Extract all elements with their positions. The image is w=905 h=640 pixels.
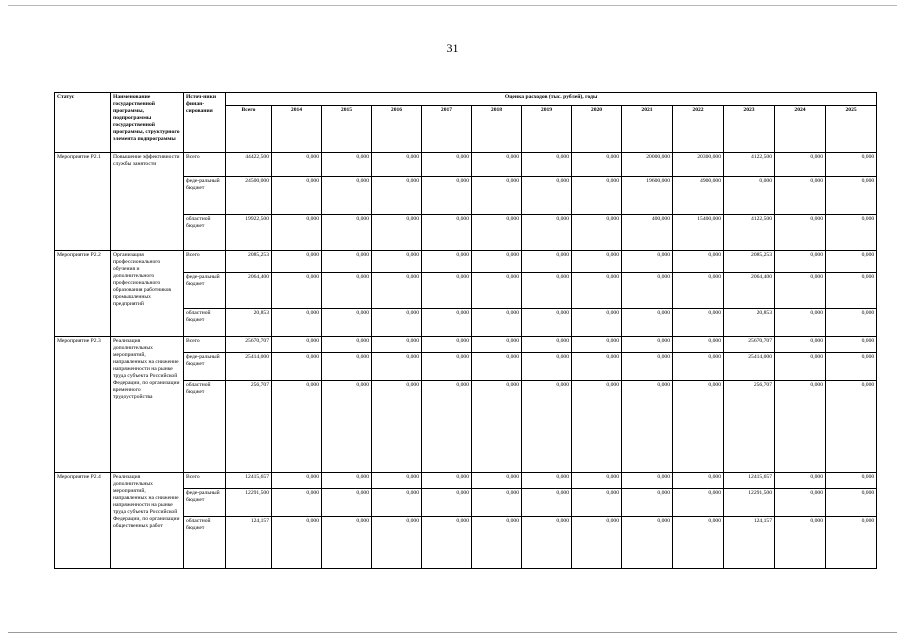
amount-cell: 20000,000 — [622, 153, 673, 177]
header-column: 2016 — [372, 106, 422, 153]
amount-cell: 0,000 — [522, 353, 572, 381]
amount-cell: 0,000 — [673, 273, 724, 309]
funding-source: феде-ральный бюджет — [184, 273, 226, 309]
amount-cell: 0,000 — [322, 251, 372, 273]
amount-cell: 0,000 — [322, 473, 372, 489]
amount-cell: 0,000 — [622, 473, 673, 489]
amount-cell: 0,000 — [622, 251, 673, 273]
amount-cell: 0,000 — [522, 517, 572, 569]
amount-cell: 0,000 — [422, 489, 472, 517]
page-number: 31 — [446, 41, 459, 55]
amount-cell: 0,000 — [826, 473, 877, 489]
header-column: 2019 — [522, 106, 572, 153]
amount-cell: 0,000 — [322, 517, 372, 569]
amount-cell: 0,000 — [372, 473, 422, 489]
amount-cell: 0,000 — [775, 473, 826, 489]
amount-cell: 2064,400 — [226, 273, 272, 309]
amount-cell: 0,000 — [472, 381, 522, 473]
header-column: 2015 — [322, 106, 372, 153]
amount-cell: 4900,000 — [673, 177, 724, 215]
amount-cell: 0,000 — [775, 215, 826, 251]
header-column: Всего — [226, 106, 272, 153]
amount-cell: 0,000 — [775, 251, 826, 273]
measure-name: Реализация дополнительных мероприятий, направленных на снижение напряженности на рынке труда субъекта Российской Федерации, по организации временного трудоустройства — [111, 337, 184, 473]
amount-cell: 20,853 — [226, 309, 272, 337]
amount-cell: 25414,000 — [226, 353, 272, 381]
amount-cell: 0,000 — [372, 489, 422, 517]
amount-cell: 0,000 — [673, 251, 724, 273]
amount-cell: 0,000 — [522, 309, 572, 337]
measure-name: Организация профессионального обучения и дополнительного профессионального образования работников промышленных предприятий — [111, 251, 184, 337]
amount-cell: 0,000 — [775, 337, 826, 353]
amount-cell: 0,000 — [826, 381, 877, 473]
amount-cell: 0,000 — [522, 489, 572, 517]
table-row — [55, 473, 877, 489]
budget-table — [54, 92, 877, 569]
header-source: Источ-ники финан-сирования — [184, 93, 226, 153]
funding-source: Всего — [184, 153, 226, 177]
amount-cell: 0,000 — [775, 381, 826, 473]
amount-cell: 0,000 — [372, 251, 422, 273]
amount-cell: 0,000 — [673, 309, 724, 337]
header-column: 2024 — [775, 106, 826, 153]
amount-cell: 0,000 — [472, 309, 522, 337]
amount-cell: 0,000 — [775, 517, 826, 569]
amount-cell: 25670,707 — [226, 337, 272, 353]
amount-cell: 0,000 — [422, 251, 472, 273]
amount-cell: 19922,500 — [226, 215, 272, 251]
amount-cell: 2085,253 — [226, 251, 272, 273]
amount-cell: 0,000 — [372, 353, 422, 381]
amount-cell: 0,000 — [522, 273, 572, 309]
amount-cell: 2064,400 — [724, 273, 775, 309]
amount-cell: 2085,253 — [724, 251, 775, 273]
table-row — [55, 153, 877, 177]
amount-cell: 0,000 — [673, 381, 724, 473]
amount-cell: 12415,657 — [226, 473, 272, 489]
amount-cell: 0,000 — [826, 215, 877, 251]
amount-cell: 0,000 — [572, 251, 622, 273]
amount-cell: 12291,500 — [724, 489, 775, 517]
amount-cell: 0,000 — [572, 215, 622, 251]
amount-cell: 0,000 — [826, 353, 877, 381]
amount-cell: 0,000 — [272, 153, 322, 177]
amount-cell: 0,000 — [622, 381, 673, 473]
amount-cell: 0,000 — [422, 153, 472, 177]
table-body — [55, 153, 877, 569]
table-header — [55, 93, 877, 153]
amount-cell: 0,000 — [272, 337, 322, 353]
amount-cell: 0,000 — [472, 489, 522, 517]
amount-cell: 0,000 — [522, 381, 572, 473]
amount-cell: 0,000 — [422, 177, 472, 215]
amount-cell: 124,157 — [226, 517, 272, 569]
amount-cell: 0,000 — [826, 309, 877, 337]
amount-cell: 24500,000 — [226, 177, 272, 215]
header-column: 2021 — [622, 106, 673, 153]
amount-cell: 124,157 — [724, 517, 775, 569]
measure-status: Мероприятие Р2.3 — [55, 337, 111, 473]
table-row — [55, 251, 877, 273]
amount-cell: 0,000 — [775, 489, 826, 517]
amount-cell: 0,000 — [322, 153, 372, 177]
funding-source: областной бюджет — [184, 381, 226, 473]
funding-source: областной бюджет — [184, 309, 226, 337]
amount-cell: 0,000 — [272, 473, 322, 489]
funding-source: областной бюджет — [184, 215, 226, 251]
amount-cell: 44422,500 — [226, 153, 272, 177]
amount-cell: 0,000 — [422, 215, 472, 251]
header-status: Статус — [55, 93, 111, 153]
amount-cell: 0,000 — [472, 251, 522, 273]
measure-status: Мероприятие Р2.1 — [55, 153, 111, 251]
amount-cell: 0,000 — [673, 517, 724, 569]
amount-cell: 0,000 — [372, 177, 422, 215]
amount-cell: 256,707 — [724, 381, 775, 473]
amount-cell: 0,000 — [372, 337, 422, 353]
amount-cell: 0,000 — [572, 473, 622, 489]
header-column: 2017 — [422, 106, 472, 153]
amount-cell: 0,000 — [673, 489, 724, 517]
amount-cell: 0,000 — [472, 153, 522, 177]
amount-cell: 0,000 — [322, 381, 372, 473]
amount-cell: 0,000 — [372, 153, 422, 177]
amount-cell: 4122,500 — [724, 153, 775, 177]
amount-cell: 0,000 — [724, 177, 775, 215]
header-column: 2014 — [272, 106, 322, 153]
amount-cell: 0,000 — [522, 153, 572, 177]
amount-cell: 0,000 — [826, 337, 877, 353]
amount-cell: 0,000 — [522, 473, 572, 489]
amount-cell: 20,853 — [724, 309, 775, 337]
amount-cell: 0,000 — [622, 273, 673, 309]
amount-cell: 0,000 — [422, 381, 472, 473]
amount-cell: 0,000 — [826, 177, 877, 215]
amount-cell: 0,000 — [372, 517, 422, 569]
amount-cell: 0,000 — [826, 153, 877, 177]
amount-cell: 15400,000 — [673, 215, 724, 251]
amount-cell: 0,000 — [572, 337, 622, 353]
amount-cell: 0,000 — [826, 273, 877, 309]
amount-cell: 0,000 — [272, 517, 322, 569]
amount-cell: 4122,500 — [724, 215, 775, 251]
amount-cell: 0,000 — [622, 309, 673, 337]
header-column: 2025 — [826, 106, 877, 153]
amount-cell: 0,000 — [322, 353, 372, 381]
header-estimate: Оценка расходов (тыс. рублей), годы — [226, 93, 877, 106]
amount-cell: 0,000 — [472, 353, 522, 381]
amount-cell: 0,000 — [775, 177, 826, 215]
funding-source: Всего — [184, 473, 226, 489]
amount-cell: 0,000 — [322, 273, 372, 309]
amount-cell: 0,000 — [322, 215, 372, 251]
amount-cell: 0,000 — [775, 353, 826, 381]
amount-cell: 0,000 — [272, 489, 322, 517]
measure-status: Мероприятие Р2.4 — [55, 473, 111, 569]
amount-cell: 0,000 — [372, 381, 422, 473]
amount-cell: 25414,000 — [724, 353, 775, 381]
amount-cell: 0,000 — [422, 517, 472, 569]
measure-name: Реализация дополнительных мероприятий, направленных на снижение напряженности на рынке труда субъекта Российской Федерации, по организации общественных работ — [111, 473, 184, 569]
amount-cell: 0,000 — [572, 177, 622, 215]
amount-cell: 0,000 — [572, 353, 622, 381]
header-column: 2018 — [472, 106, 522, 153]
funding-source: феде-ральный бюджет — [184, 489, 226, 517]
amount-cell: 256,707 — [226, 381, 272, 473]
amount-cell: 0,000 — [572, 489, 622, 517]
amount-cell: 0,000 — [322, 337, 372, 353]
amount-cell: 0,000 — [472, 177, 522, 215]
amount-cell: 12291,500 — [226, 489, 272, 517]
amount-cell: 0,000 — [522, 177, 572, 215]
amount-cell: 0,000 — [673, 353, 724, 381]
amount-cell: 0,000 — [572, 273, 622, 309]
amount-cell: 0,000 — [322, 489, 372, 517]
amount-cell: 0,000 — [372, 309, 422, 337]
amount-cell: 400,000 — [622, 215, 673, 251]
amount-cell: 20300,000 — [673, 153, 724, 177]
amount-cell: 0,000 — [472, 517, 522, 569]
amount-cell: 0,000 — [622, 489, 673, 517]
funding-source: феде-ральный бюджет — [184, 353, 226, 381]
header-column: 2020 — [572, 106, 622, 153]
measure-name: Повышение эффективности службы занятости — [111, 153, 184, 251]
amount-cell: 0,000 — [472, 215, 522, 251]
amount-cell: 0,000 — [272, 381, 322, 473]
amount-cell: 0,000 — [322, 177, 372, 215]
amount-cell: 19600,000 — [622, 177, 673, 215]
funding-source: областной бюджет — [184, 517, 226, 569]
bottom-border-line — [8, 632, 897, 633]
amount-cell: 0,000 — [272, 353, 322, 381]
amount-cell: 0,000 — [826, 489, 877, 517]
amount-cell: 0,000 — [775, 309, 826, 337]
amount-cell: 0,000 — [572, 309, 622, 337]
amount-cell: 0,000 — [472, 273, 522, 309]
amount-cell: 0,000 — [372, 215, 422, 251]
amount-cell: 0,000 — [622, 353, 673, 381]
amount-cell: 0,000 — [522, 251, 572, 273]
amount-cell: 0,000 — [622, 517, 673, 569]
funding-source: Всего — [184, 337, 226, 353]
amount-cell: 0,000 — [372, 273, 422, 309]
measure-status: Мероприятие Р2.2 — [55, 251, 111, 337]
header-column: 2022 — [673, 106, 724, 153]
amount-cell: 0,000 — [572, 517, 622, 569]
table-row — [55, 337, 877, 353]
amount-cell: 0,000 — [522, 215, 572, 251]
amount-cell: 0,000 — [826, 251, 877, 273]
header-name: Наименование государственной программы, подпрограммы государственной программы, структурного элемента подпрограммы — [111, 93, 184, 153]
amount-cell: 25670,707 — [724, 337, 775, 353]
amount-cell: 0,000 — [422, 473, 472, 489]
amount-cell: 0,000 — [826, 517, 877, 569]
amount-cell: 0,000 — [272, 273, 322, 309]
amount-cell: 12415,657 — [724, 473, 775, 489]
amount-cell: 0,000 — [422, 273, 472, 309]
amount-cell: 0,000 — [572, 153, 622, 177]
amount-cell: 0,000 — [272, 177, 322, 215]
amount-cell: 0,000 — [422, 353, 472, 381]
amount-cell: 0,000 — [622, 337, 673, 353]
amount-cell: 0,000 — [472, 337, 522, 353]
amount-cell: 0,000 — [673, 473, 724, 489]
amount-cell: 0,000 — [272, 309, 322, 337]
funding-source: феде-ральный бюджет — [184, 177, 226, 215]
header-column: 2023 — [724, 106, 775, 153]
amount-cell: 0,000 — [522, 337, 572, 353]
amount-cell: 0,000 — [472, 473, 522, 489]
amount-cell: 0,000 — [572, 381, 622, 473]
amount-cell: 0,000 — [775, 273, 826, 309]
amount-cell: 0,000 — [673, 337, 724, 353]
funding-source: Всего — [184, 251, 226, 273]
amount-cell: 0,000 — [775, 153, 826, 177]
amount-cell: 0,000 — [272, 251, 322, 273]
top-border-line — [8, 5, 897, 6]
amount-cell: 0,000 — [272, 215, 322, 251]
amount-cell: 0,000 — [422, 337, 472, 353]
amount-cell: 0,000 — [322, 309, 372, 337]
amount-cell: 0,000 — [422, 309, 472, 337]
